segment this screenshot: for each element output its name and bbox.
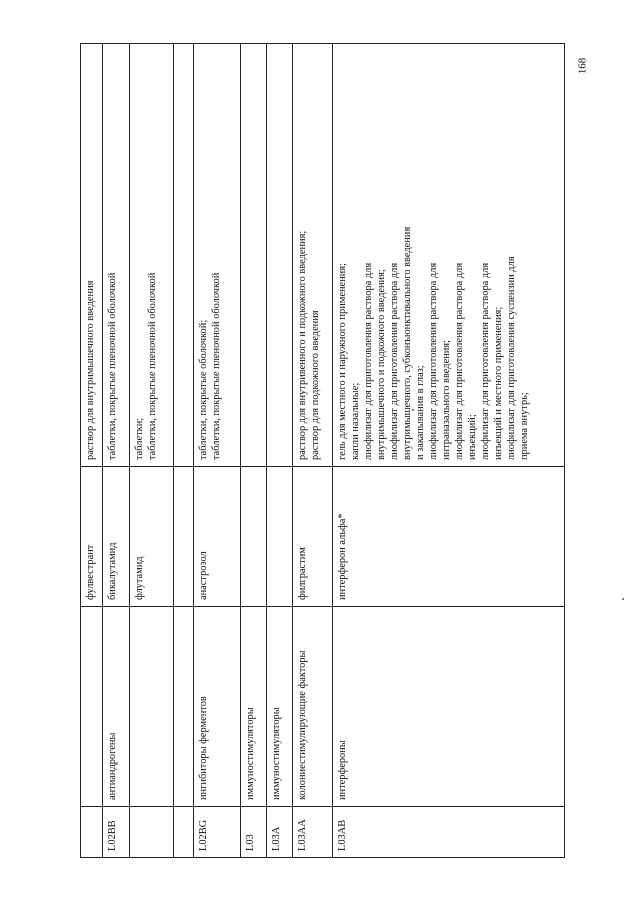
dosage-form-line: лиофилизат для приготовления раствора для: [389, 262, 400, 460]
pharm-group-cell: ингибиторы ферментов: [194, 607, 241, 807]
atc-code-cell: L02BB: [103, 807, 130, 858]
dosage-form-line: капли назальные;: [350, 382, 361, 460]
drug-name-cell: фулвестрант: [81, 467, 103, 607]
drug-name-cell: [267, 467, 293, 607]
scan-speck: [622, 598, 624, 600]
dosage-form-line: внутримышечного, субконъюнктивального введения: [402, 226, 413, 460]
atc-code-cell: [130, 807, 174, 858]
page-number: 168: [576, 57, 589, 75]
dosage-forms-cell: [103, 44, 130, 467]
pharm-group-cell: иммуностимуляторы: [267, 607, 293, 807]
dosage-form-line: внутримышечного и подкожного введения;: [376, 269, 387, 460]
atc-code-cell: L03: [241, 807, 267, 858]
drug-name-cell: анастрозол: [194, 467, 241, 607]
dosage-form-line: раствор для внутривенного и подкожного введения;: [297, 230, 308, 460]
atc-code-cell: L02BG: [194, 807, 241, 858]
drug-name-cell: интерферон альфа*: [333, 467, 565, 607]
dosage-form-line: инъекций и местного применения;: [493, 306, 504, 460]
table-row: [81, 44, 103, 858]
pharm-group-cell: иммуностимуляторы: [241, 607, 267, 807]
dosage-forms-cell: [267, 44, 293, 467]
dosage-form-line: и закапывания в глаз;: [415, 365, 426, 460]
dosage-form-line: интраназального введения;: [441, 340, 452, 460]
table-row: [333, 44, 565, 858]
atc-code-cell: L03A: [267, 807, 293, 858]
drug-table-body: [81, 44, 565, 858]
drug-table: [80, 43, 565, 858]
dosage-form-line: раствор для подкожного введения: [310, 310, 321, 460]
table-row: [241, 44, 267, 858]
drug-name-cell: филграстим: [293, 467, 333, 607]
atc-code-cell: [174, 807, 194, 858]
atc-code-cell: L03AA: [293, 807, 333, 858]
drug-name-cell: флутамид: [130, 467, 174, 607]
table-row: [130, 44, 174, 858]
dosage-forms-cell: [81, 44, 103, 467]
dosage-forms-cell: [174, 44, 194, 467]
atc-code-cell: [81, 807, 103, 858]
dosage-form-line: гель для местного и наружного применения;: [337, 263, 348, 460]
dosage-forms-cell: [241, 44, 267, 467]
dosage-form-line: таблетки;: [134, 417, 145, 460]
table-row: [267, 44, 293, 858]
table-row: [174, 44, 194, 858]
dosage-form-line: лиофилизат для приготовления раствора для: [454, 262, 465, 460]
pharm-group-cell: [174, 607, 194, 807]
dosage-form-line: приема внутрь;: [519, 392, 530, 460]
dosage-form-line: лиофилизат для приготовления суспензии для: [506, 256, 517, 460]
dosage-forms-cell: [130, 44, 174, 467]
dosage-forms-cell: [293, 44, 333, 467]
dosage-form-line: раствор для внутримышечного введения: [85, 280, 96, 460]
table-row: [194, 44, 241, 858]
table-row: [103, 44, 130, 858]
pharm-group-cell: антиандрогены: [103, 607, 130, 807]
dosage-form-line: лиофилизат для приготовления раствора для: [363, 262, 374, 460]
dosage-form-line: лиофилизат для приготовления раствора для: [428, 262, 439, 460]
dosage-form-line: инъекций;: [467, 414, 478, 460]
drug-name-cell: [241, 467, 267, 607]
dosage-form-line: лиофилизат для приготовления раствора для: [480, 262, 491, 460]
dosage-forms-cell: [194, 44, 241, 467]
pharm-group-cell: колониестимулирующие факторы: [293, 607, 333, 807]
rotated-table-container: [80, 43, 564, 858]
atc-code-cell: L03AB: [333, 807, 565, 858]
table-row: [293, 44, 333, 858]
dosage-form-line: таблетки, покрытые пленочной оболочкой: [211, 272, 222, 460]
pharm-group-cell: [130, 607, 174, 807]
pharm-group-cell: интерфероны: [333, 607, 565, 807]
dosage-form-line: таблетки, покрытые пленочной оболочкой: [107, 272, 118, 460]
pharm-group-cell: [81, 607, 103, 807]
dosage-form-line: таблетки, покрытые оболочкой;: [198, 319, 209, 460]
dosage-forms-cell: [333, 44, 565, 467]
drug-name-cell: [174, 467, 194, 607]
drug-name-cell: бикалутамид: [103, 467, 130, 607]
dosage-form-line: таблетки, покрытые пленочной оболочкой: [147, 272, 158, 460]
